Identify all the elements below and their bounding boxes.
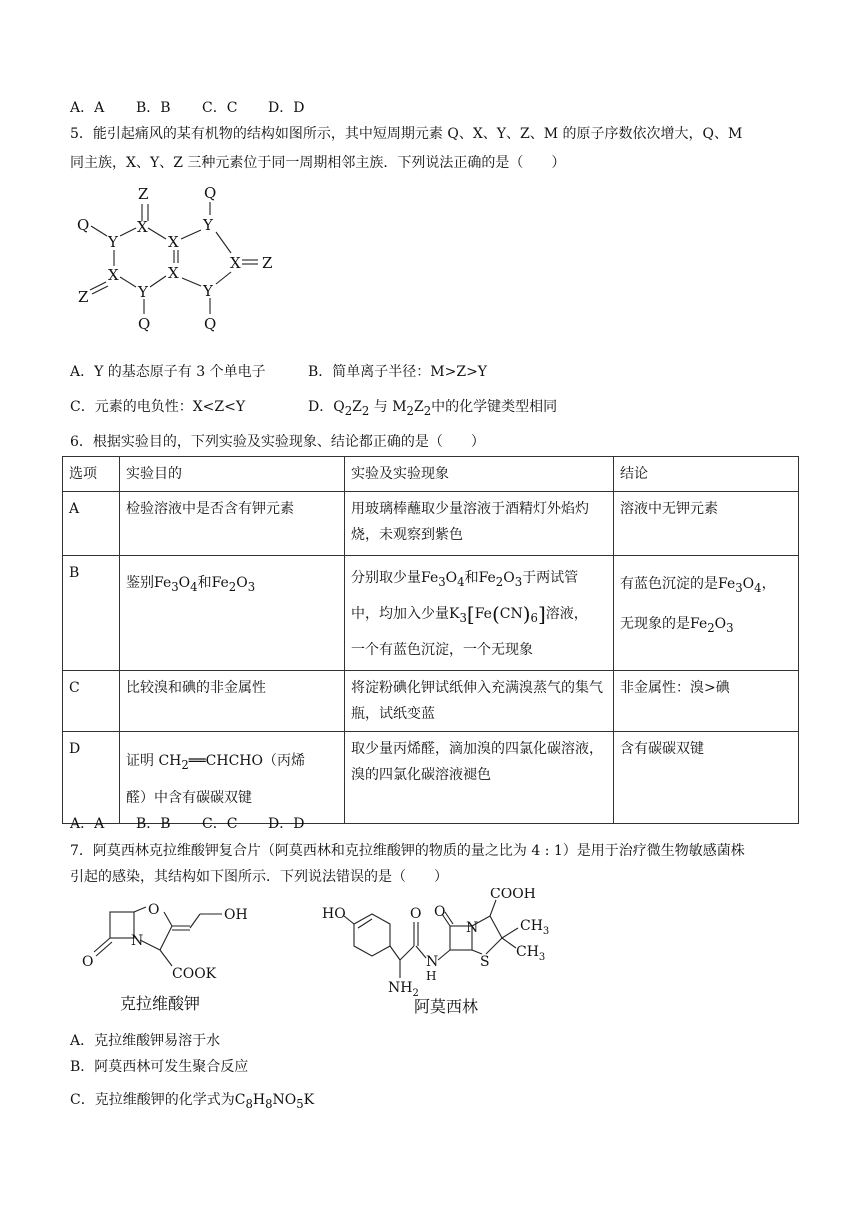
row-a-purpose: 检验溶液中是否含有钾元素	[120, 492, 345, 556]
amox-ho: HO	[322, 906, 346, 922]
amoxicillin-structure	[320, 888, 560, 1018]
row-d-purpose: 证明 $CH_2══CHCHO$（丙烯 醛）中含有碳碳双键	[120, 731, 345, 823]
q6-experiment-table	[62, 456, 799, 824]
header-option: 选项	[63, 457, 120, 492]
amox-o-amide: O	[410, 906, 422, 922]
q5-atom-x4: X	[108, 266, 119, 284]
row-b-option: B	[63, 556, 120, 671]
row-c-option: C	[63, 670, 120, 731]
q5-stem-line1: 5．能引起痛风的某有机物的结构如图所示，其中短周期元素 Q、X、Y、Z、M 的原子序数依次增大，Q、M	[70, 126, 743, 142]
clav-o-carbonyl: O	[82, 954, 94, 970]
q5-atom-q4: Q	[204, 315, 217, 333]
amox-nh: N	[426, 954, 439, 970]
q5-atom-x1: X	[137, 218, 148, 236]
clav-name: 克拉维酸钾	[120, 994, 201, 1013]
q6-stem: 6．根据实验目的，下列实验及实验现象、结论都正确的是（ ）	[70, 434, 485, 450]
header-conclusion: 结论	[614, 457, 799, 492]
q6-option-a: A．A	[70, 816, 105, 832]
row-c-experiment: 将淀粉碘化钾试纸伸入充满溴蒸气的集气瓶，试纸变蓝	[345, 670, 614, 731]
q6-option-c: C．C	[202, 816, 238, 832]
q7-option-c: C．克拉维酸钾的化学式为$C_8H_8NO_5K$	[70, 1092, 315, 1111]
amox-o-lactam: O	[434, 904, 446, 920]
clav-cook: COOK	[172, 966, 217, 982]
q4-option-d: D．D	[268, 100, 305, 116]
q5-atom-z2: Z	[262, 254, 273, 272]
amox-s: S	[480, 954, 490, 970]
row-d-conclusion: 含有碳碳双键	[614, 731, 799, 823]
clavulanate-structure	[76, 898, 266, 1018]
q5-atom-y3: Y	[138, 283, 148, 301]
q5-atom-x5: X	[168, 264, 179, 282]
q4-option-a: A．A	[70, 100, 105, 116]
q5-atom-y1: Y	[108, 233, 118, 251]
amox-ch3-b: $CH_3$	[516, 944, 546, 963]
q5-atom-x2: X	[168, 233, 179, 251]
q6-option-d: D．D	[268, 816, 305, 832]
row-c-purpose: 比较溴和碘的非金属性	[120, 670, 345, 731]
q5-atom-y4: Y	[203, 282, 213, 300]
q7-option-a: A．克拉维酸钾易溶于水	[70, 1033, 221, 1049]
row-d-option: D	[63, 731, 120, 823]
clav-n: N	[131, 933, 144, 949]
q5-atom-q2: Q	[204, 184, 217, 202]
row-a-experiment: 用玻璃棒蘸取少量溶液于酒精灯外焰灼烧，未观察到紫色	[345, 492, 614, 556]
row-b-conclusion: 有蓝色沉淀的是$Fe_3O_4$， 无现象的是$Fe_2O_3$	[614, 556, 799, 671]
q5-option-d: D．$Q_2Z_2$ 与 $M_2Z_2$中的化学键类型相同	[308, 399, 558, 418]
table-row	[63, 492, 799, 556]
amox-n-ring: N	[466, 920, 479, 936]
table-row	[63, 670, 799, 731]
amox-name: 阿莫西林	[414, 997, 479, 1016]
q4-option-b: B．B	[136, 100, 171, 116]
q7-option-b: B．阿莫西林可发生聚合反应	[70, 1059, 249, 1075]
q5-atom-y2: Y	[203, 216, 213, 234]
row-b-purpose: 鉴别$Fe_3O_4$和$Fe_2O_3$	[120, 556, 345, 671]
q6-options	[70, 813, 304, 833]
row-d-experiment: 取少量丙烯醛，滴加溴的四氯化碳溶液，溴的四氯化碳溶液褪色	[345, 731, 614, 823]
row-b-experiment: 分别取少量$Fe_3O_4$和$Fe_2O_3$于两试管 中，均加入少量$K_3[Fe(CN)_6]$溶液， 一个有蓝色沉淀，一个无现象	[345, 556, 614, 671]
q5-option-a: A．Y 的基态原子有 3 个单电子	[70, 364, 266, 380]
header-purpose: 实验目的	[120, 457, 345, 492]
amox-h: H	[426, 969, 437, 983]
row-a-conclusion: 溶液中无钾元素	[614, 492, 799, 556]
q5-structure-diagram	[70, 180, 290, 340]
q5-atom-q3: Q	[138, 315, 151, 333]
header-experiment: 实验及实验现象	[345, 457, 614, 492]
q4-options	[70, 97, 304, 117]
q7-stem-line1: 7．阿莫西林克拉维酸钾复合片（阿莫西林和克拉维酸钾的物质的量之比为 4 : 1）是用于治疗微生物敏感菌株	[70, 843, 745, 859]
q7-stem-line2: 引起的感染，其结构如下图所示．下列说法错误的是（ ）	[70, 869, 448, 885]
q5-atom-z1: Z	[138, 185, 149, 203]
q5-option-c: C．元素的电负性：X<Z<Y	[70, 399, 246, 415]
table-row	[63, 731, 799, 823]
table-row	[63, 556, 799, 671]
table-header-row	[63, 457, 799, 492]
clav-o-ring: O	[148, 902, 160, 918]
q5-atom-z3: Z	[78, 288, 89, 306]
q5-stem-line2: 同主族，X、Y、Z 三种元素位于同一周期相邻主族．下列说法正确的是（ ）	[70, 155, 566, 171]
q5-option-b: B．简单离子半径：M>Z>Y	[308, 364, 488, 380]
row-c-conclusion: 非金属性：溴>碘	[614, 670, 799, 731]
amox-cooh: COOH	[490, 888, 536, 902]
q5-atom-q1: Q	[77, 216, 90, 234]
clav-oh: OH	[224, 907, 248, 923]
amox-ch3-a: $CH_3$	[520, 918, 550, 937]
q5-atom-x3: X	[230, 254, 241, 272]
row-a-option: A	[63, 492, 120, 556]
amox-nh2: $NH_2$	[388, 980, 419, 999]
q4-option-c: C．C	[202, 100, 238, 116]
q6-option-b: B．B	[136, 816, 171, 832]
